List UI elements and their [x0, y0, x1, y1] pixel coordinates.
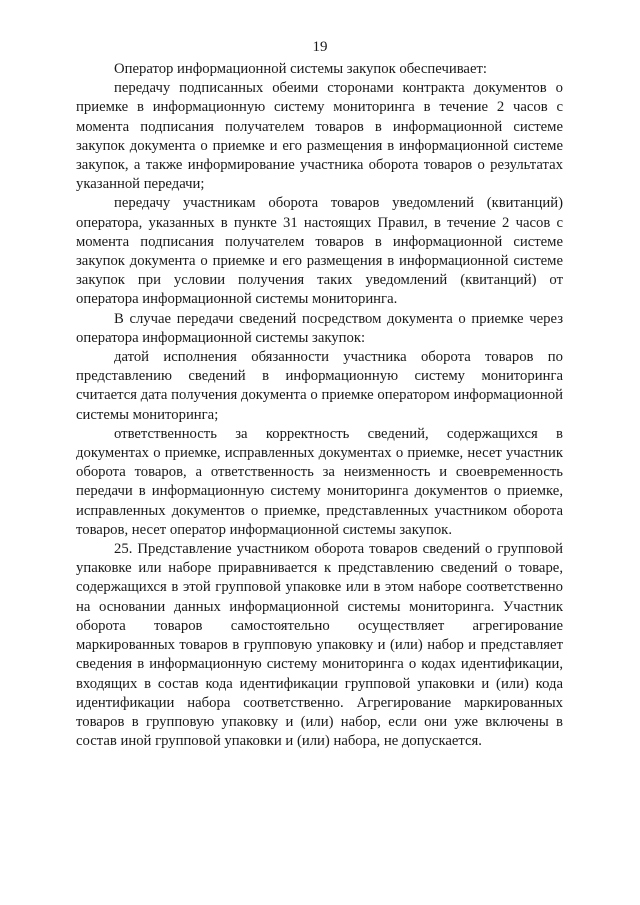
paragraph-transfer-notifications: передачу участникам оборота товаров уведомлений (квитанций) оператора, указанных в пункте 31 настоящих Правил, в течение 2 часов с момента подписания получателем товаров в информационной системе закупок документа о приемке и его размещения в информационной системе закупок при условии получения таких уведомлений (квитанций) от оператора информационной системы мониторинга. [76, 195, 563, 308]
paragraph-intro: Оператор информационной системы закупок обеспечивает: [114, 61, 487, 77]
paragraph-case-transfer: В случае передачи сведений посредством документа о приемке через оператора информационной системы закупок: [76, 310, 563, 346]
page-body [76, 60, 563, 751]
paragraph-section-25: 25. Представление участником оборота товаров сведений о групповой упаковке или наборе приравнивается к представлению сведений о товаре, содержащихся в этой групповой упаковке или в этом наборе соответственно на основании данных информационной системы мониторинга. Участник оборота товаров самостоятельно осуществляет агрегирование маркированных товаров в групповую упаковку и (или) набор и представляет сведения в информационную систему мониторинга о кодах идентификации, входящих в состав кода идентификации групповой упаковки и (или) кода идентификации набора соответственно. Агрегирование маркированных товаров в групповую упаковку и (или) набор, если они уже включены в состав иной групповой упаковки и (или) набора, не допускается. [76, 541, 563, 750]
paragraph-transfer-documents: передачу подписанных обеими сторонами контракта документов о приемке в информационную систему мониторинга в течение 2 часов с момента подписания получателем товаров в информационной системе закупок документа о приемке и его размещения в информационной системе закупок, а также информирование участника оборота товаров о результатах указанной передачи; [76, 80, 563, 193]
paragraph-responsibility: ответственность за корректность сведений, содержащихся в документах о приемке, исправленных документах о приемке, несет участник оборота товаров, а ответственность за неизменность и своевременность передачи в информационную систему мониторинга документов о приемке, исправленных документов о приемке, представленных участником оборота товаров, несет оператор информационной системы закупок. [76, 425, 563, 538]
page-number: 19 [312, 39, 328, 55]
paragraph-execution-date: датой исполнения обязанности участника оборота товаров по представлению сведений в информационную систему мониторинга считается дата получения документа о приемке оператором информационной системы мониторинга; [76, 349, 563, 423]
